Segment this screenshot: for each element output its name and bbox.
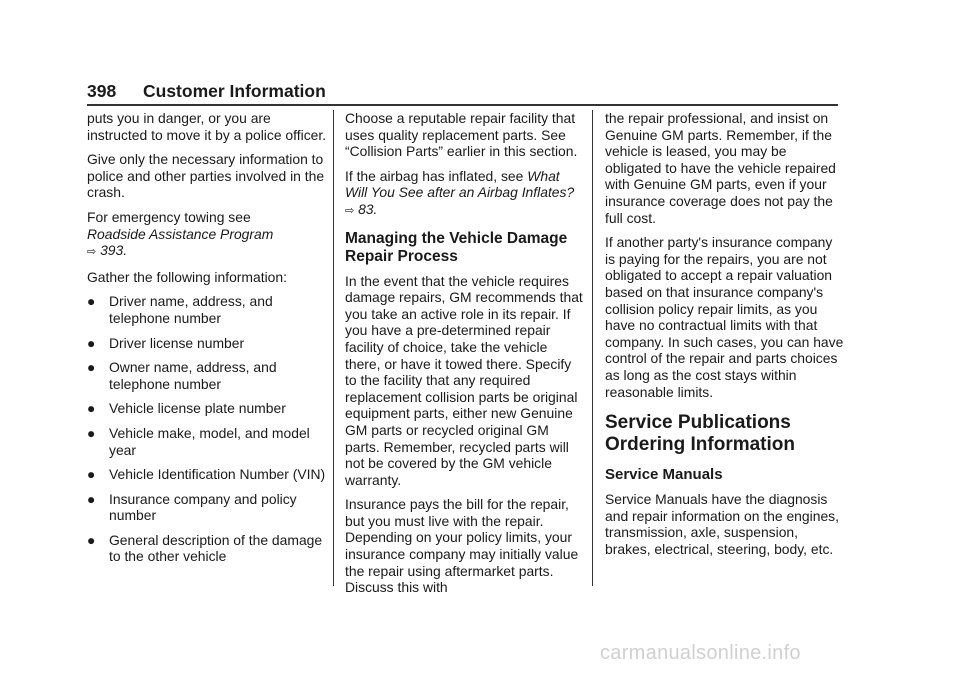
page-header (87, 80, 838, 106)
paragraph: If another party's insurance company is paying for the repairs, you are not obligated to accept a repair valuation based on that insurance company's collision policy repair limits, as you have no contractual limits with that company. In such cases, you can have control of the repair and parts choices as long as the cost stays within reasonable limits. (605, 234, 844, 400)
list-item (87, 335, 327, 352)
paragraph: the repair professional, and insist on Genuine GM parts. Remember, if the vehicle is leased, you may be obligated to have the vehicle repaired with Genuine GM parts, even if your insurance coverage does not pay the full cost. (605, 110, 836, 226)
list-item (87, 532, 327, 565)
page-reference[interactable]: 393 (100, 242, 124, 259)
list-item (87, 466, 327, 483)
watermark: carmanualsonline.info (600, 642, 801, 664)
list-item (87, 359, 327, 392)
bullet-icon: ● (87, 424, 96, 441)
cross-reference-link[interactable]: Roadside Assistance Program (87, 225, 274, 242)
page-ref-icon: ⇨ (87, 246, 97, 259)
paragraph: In the event that the vehicle requires damage repairs, GM recommends that you take an active role in its repair. If you have a pre-determined repair facility of choice, take the vehicle there, or have it towed there. Specify to the facility that any required replacement collision parts be original equipment parts, either new Genuine GM parts or recycled original GM parts. Remember, recycled parts will not be covered by the GM vehicle warranty. (345, 272, 583, 488)
list-item-text: General description of the damage to the other vehicle (109, 531, 323, 565)
bullet-icon: ● (87, 466, 96, 483)
paragraph-airbag (345, 168, 585, 220)
bullet-icon: ● (87, 490, 96, 507)
column-3 (605, 110, 845, 565)
list-item-text: Vehicle make, model, and model year (109, 424, 310, 458)
list-item (87, 400, 327, 417)
chapter-heading: Service Publications Ordering Information (605, 412, 795, 456)
list-item (87, 491, 327, 524)
list-item (87, 293, 327, 326)
bullet-icon: ● (87, 359, 96, 376)
list-item-text: Insurance company and policy number (109, 490, 297, 524)
paragraph: Gather the following information: (87, 268, 287, 285)
paragraph-text: For emergency towing see (87, 208, 251, 225)
paragraph: Choose a reputable repair facility that uses quality replacement parts. See “Collision Parts” earlier in this section. (345, 110, 578, 160)
paragraph-text: If the airbag has inflated, see (345, 167, 524, 184)
paragraph: Give only the necessary information to police and other parties involved in the crash. (87, 151, 325, 201)
column-divider (592, 110, 593, 586)
period: . (123, 242, 128, 259)
bullet-icon: ● (87, 293, 96, 310)
list-item (87, 425, 327, 458)
section-title: Customer Information (143, 81, 326, 101)
page-number: 398 (87, 81, 117, 101)
column-1 (87, 110, 327, 573)
paragraph-towing (87, 209, 327, 261)
paragraph: Service Manuals have the diagnosis and repair information on the engines, transmission, axle, suspension, brakes, electrical, steering, body, etc. (605, 491, 839, 557)
cross-reference-link[interactable]: What Will You See after an Airbag Inflates? (345, 167, 575, 201)
bullet-icon: ● (87, 531, 96, 548)
paragraph: puts you in danger, or you are instructed to move it by a police officer. (87, 110, 327, 143)
list-item-text: Driver name, address, and telephone number (109, 293, 273, 326)
period: . (373, 200, 378, 217)
list-item-text: Vehicle license plate number (109, 400, 286, 417)
paragraph: Insurance pays the bill for the repair, but you must live with the repair. Depending on your policy limits, your insurance company may initially value the repair using aftermarket parts. Discuss this with (345, 496, 579, 596)
list-item-text: Vehicle Identification Number (VIN) (109, 466, 326, 483)
bullet-icon: ● (87, 400, 96, 417)
section-heading: Managing the Vehicle Damage Repair Process (345, 229, 568, 265)
subsection-heading: Service Manuals (605, 466, 723, 484)
list-item-text: Owner name, address, and telephone number (109, 359, 277, 392)
page-reference[interactable]: 83 (358, 200, 374, 217)
list-item-text: Driver license number (109, 334, 245, 351)
column-2 (345, 110, 585, 604)
column-divider (333, 110, 334, 586)
bullet-icon: ● (87, 334, 96, 351)
page-ref-icon: ⇨ (345, 204, 355, 217)
